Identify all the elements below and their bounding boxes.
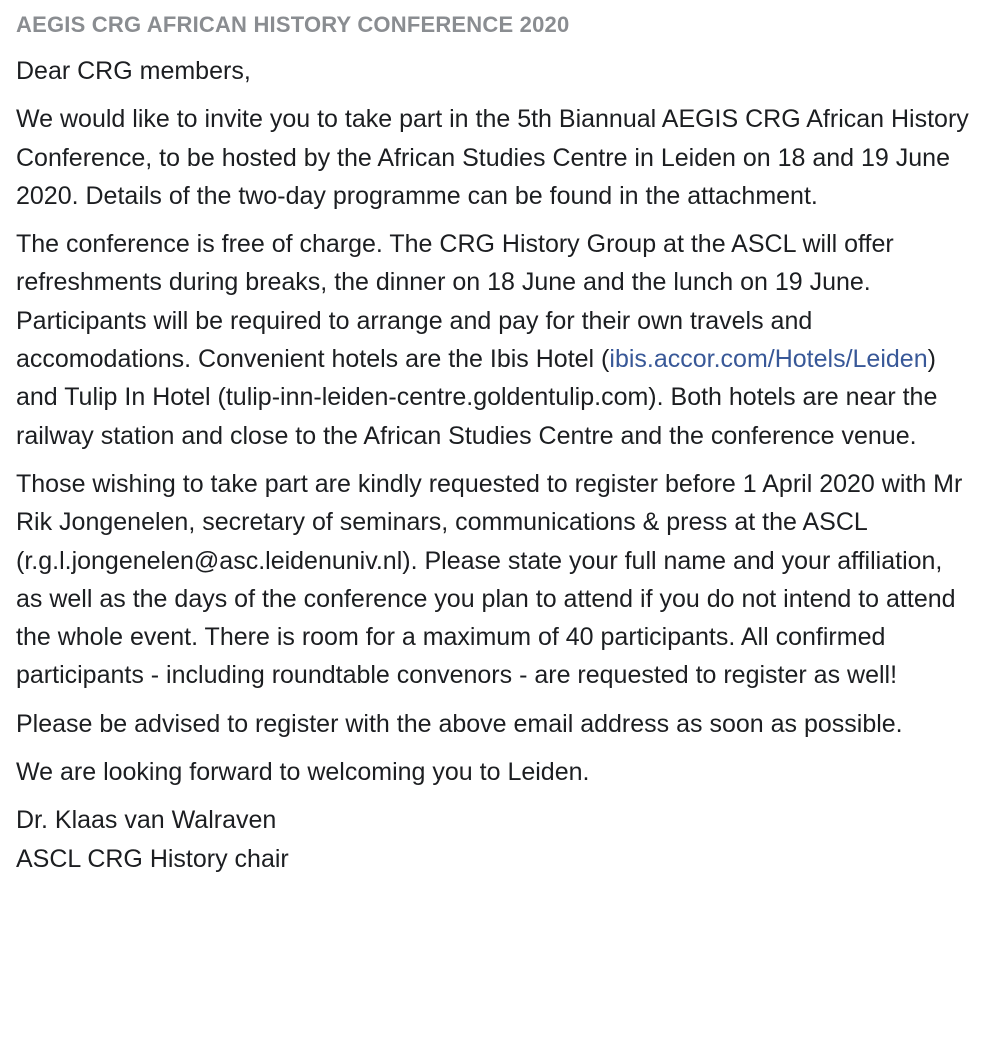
paragraph-logistics: [16, 225, 972, 455]
paragraph-registration: Those wishing to take part are kindly requested to register before 1 April 2020 with Mr Rik Jongenelen, secretary of seminars, communications & press at the ASCL (r.g.l.jongenelen@asc.leidenuniv.nl). Please state your full name and your affiliation, as well as the days of the conference you plan to attend if you do not intend to attend the whole event. There is room for a maximum of 40 participants. All confirmed participants - including roundtable convenors - are requested to register as well!: [16, 469, 963, 690]
paragraph-advice: Please be advised to register with the above email address as soon as possible.: [16, 709, 903, 738]
paragraph-logistics-text-1: The conference is free of charge. The CRG History Group at the ASCL will offer refreshments during breaks, the dinner on 18 June and the lunch on 19 June. Participants will be required to arrange and pay for their own travels and accomodations. Convenient hotels are the Ibis Hotel (: [16, 230, 894, 374]
paragraph-invitation: We would like to invite you to take part in the 5th Biannual AEGIS CRG African History Conference, to be hosted by the African Studies Centre in Leiden on 18 and 19 June 2020. Details of the two-day programme can be found in the attachment.: [16, 105, 969, 210]
greeting: Dear CRG members,: [16, 57, 251, 85]
ibis-hotel-link[interactable]: ibis.accor.com/Hotels/Leiden: [609, 345, 928, 374]
signature-block: [16, 801, 972, 878]
paragraph-logistics-text-2: ) and Tulip In Hotel (tulip-inn-leiden-centre.goldentulip.com). Both hotels are near the railway station and close to the African Studies Centre and the conference venue.: [16, 345, 938, 450]
post-title: AEGIS CRG AFRICAN HISTORY CONFERENCE 2020: [16, 12, 570, 37]
signature-name: Dr. Klaas van Walraven: [16, 806, 277, 835]
paragraph-closing: We are looking forward to welcoming you to Leiden.: [16, 758, 590, 787]
signature-role: ASCL CRG History chair: [16, 844, 289, 873]
